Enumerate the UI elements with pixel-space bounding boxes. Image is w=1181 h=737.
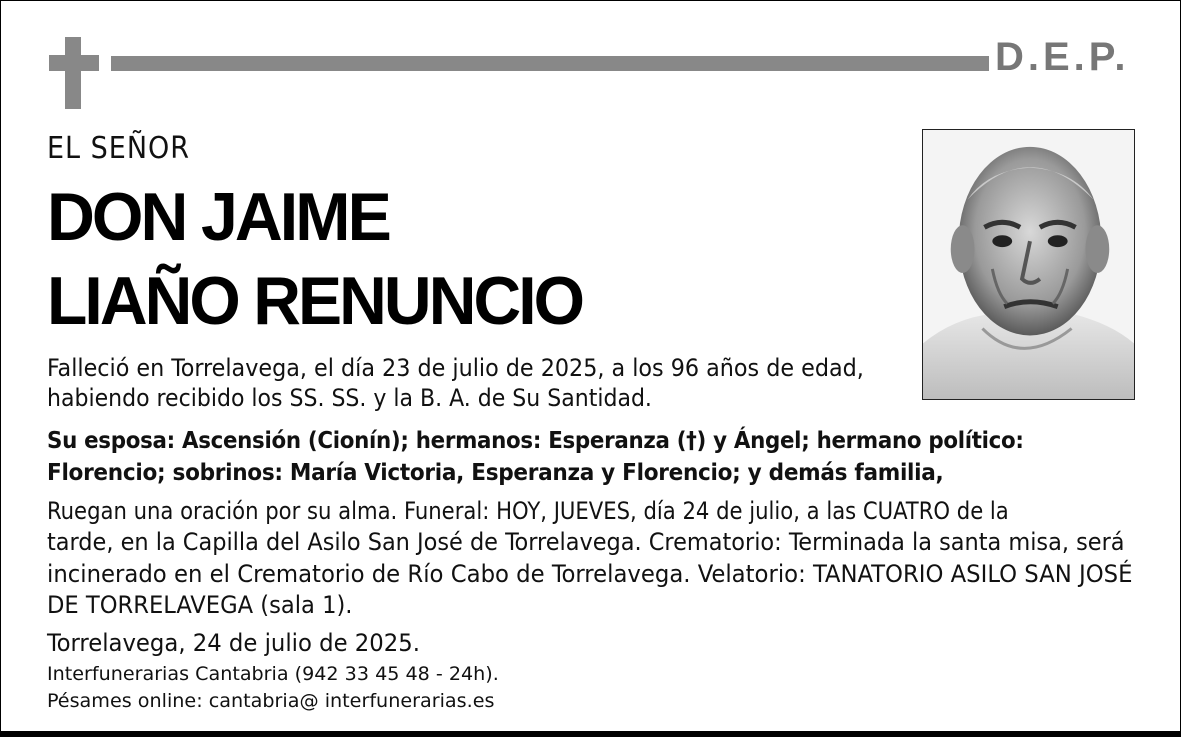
- dep-label: D.E.P.: [995, 35, 1130, 79]
- ceremony-line-3: incinerado en el Crematorio de Río Cabo de Torrelavega. Velatorio: TANATORIO ASILO SAN JOSÉ: [47, 560, 1133, 588]
- funeral-home-contact: Interfunerarias Cantabria (942 33 45 48 - 24h).: [47, 663, 499, 685]
- ceremony-line-1: Ruegan una oración por su alma. Funeral: HOY, JUEVES, día 24 de julio, a las CUATRO de la: [47, 497, 1009, 525]
- portrait-photo: [922, 129, 1135, 400]
- family-line-2: Florencio; sobrinos: María Victoria, Esperanza y Florencio; y demás familia,: [47, 458, 944, 486]
- death-notice-line-1: Falleció en Torrelavega, el día 23 de julio de 2025, a los 96 años de edad,: [47, 354, 864, 382]
- header-rule: [111, 56, 989, 71]
- ceremony-line-2: tarde, en la Capilla del Asilo San José de Torrelavega. Crematorio: Terminada la santa misa, será: [47, 528, 1125, 556]
- deceased-name-line-1: DON JAIME: [47, 179, 389, 255]
- ceremony-line-4: DE TORRELAVEGA (sala 1).: [47, 591, 353, 619]
- place-date: Torrelavega, 24 de julio de 2025.: [47, 629, 420, 657]
- deceased-name-line-2: LIAÑO RENUNCIO: [47, 263, 583, 339]
- honorific: EL SEÑOR: [47, 131, 191, 166]
- family-line-1: Su esposa: Ascensión (Cionín); hermanos: Esperanza (†) y Ángel; hermano político:: [47, 426, 1024, 454]
- death-notice-line-2: habiendo recibido los SS. SS. y la B. A. de Su Santidad.: [47, 384, 652, 412]
- condolences-email: Pésames online: cantabria@ interfunerarias.es: [47, 690, 495, 712]
